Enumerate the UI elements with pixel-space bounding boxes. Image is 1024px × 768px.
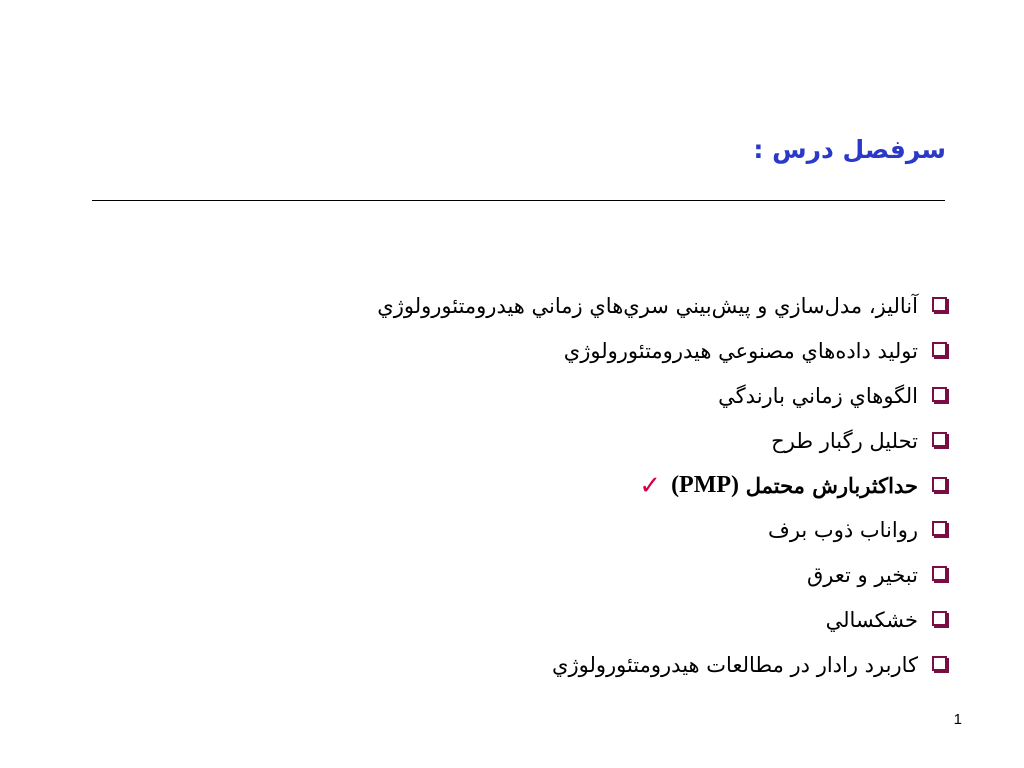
checkmark-icon: ✓ bbox=[639, 470, 662, 501]
list-item-label: تبخير و تعرق bbox=[806, 563, 918, 588]
list-item-label: توليد داده‌هاي مصنوعي هيدرومتئورولوژي bbox=[563, 339, 918, 364]
list-item-current bbox=[377, 463, 918, 508]
list-item-label: رواناب ذوب برف bbox=[768, 518, 918, 543]
checkbox-bullet-icon bbox=[932, 521, 947, 536]
checkbox-bullet-icon bbox=[932, 477, 947, 492]
list-item-label: تحليل رگبار طرح bbox=[771, 428, 918, 453]
title-divider bbox=[92, 200, 945, 201]
checkbox-bullet-icon bbox=[932, 432, 947, 447]
list-item bbox=[377, 508, 918, 553]
checkbox-bullet-icon bbox=[932, 342, 947, 357]
checkbox-bullet-icon bbox=[932, 611, 947, 626]
list-item bbox=[377, 284, 918, 329]
slide-title: سرفصل درس : bbox=[753, 135, 946, 164]
checkbox-bullet-icon bbox=[932, 297, 947, 312]
list-item-label: حداکثربارش محتمل bbox=[745, 473, 918, 499]
checkbox-bullet-icon bbox=[932, 566, 947, 581]
topic-list bbox=[377, 284, 918, 687]
list-item bbox=[377, 329, 918, 374]
list-item-label: خشكسالي bbox=[825, 607, 918, 632]
list-item-abbreviation: (PMP) bbox=[671, 472, 740, 499]
list-item-label: آناليز، مدل‌سازي و پيش‌بيني سري‌هاي زماني هيدرومتئورولوژي bbox=[377, 294, 918, 319]
list-item bbox=[377, 598, 918, 643]
checkbox-bullet-icon bbox=[932, 656, 947, 671]
checkbox-bullet-icon bbox=[932, 387, 947, 402]
list-item bbox=[377, 418, 918, 463]
list-item-label: الگوهاي زماني بارندگي bbox=[718, 383, 918, 408]
list-item-label: كاربرد رادار در مطالعات هيدرومتئورولوژي bbox=[552, 652, 918, 677]
list-item bbox=[377, 374, 918, 419]
page-number: 1 bbox=[953, 711, 962, 728]
list-item bbox=[377, 553, 918, 598]
list-item bbox=[377, 642, 918, 687]
